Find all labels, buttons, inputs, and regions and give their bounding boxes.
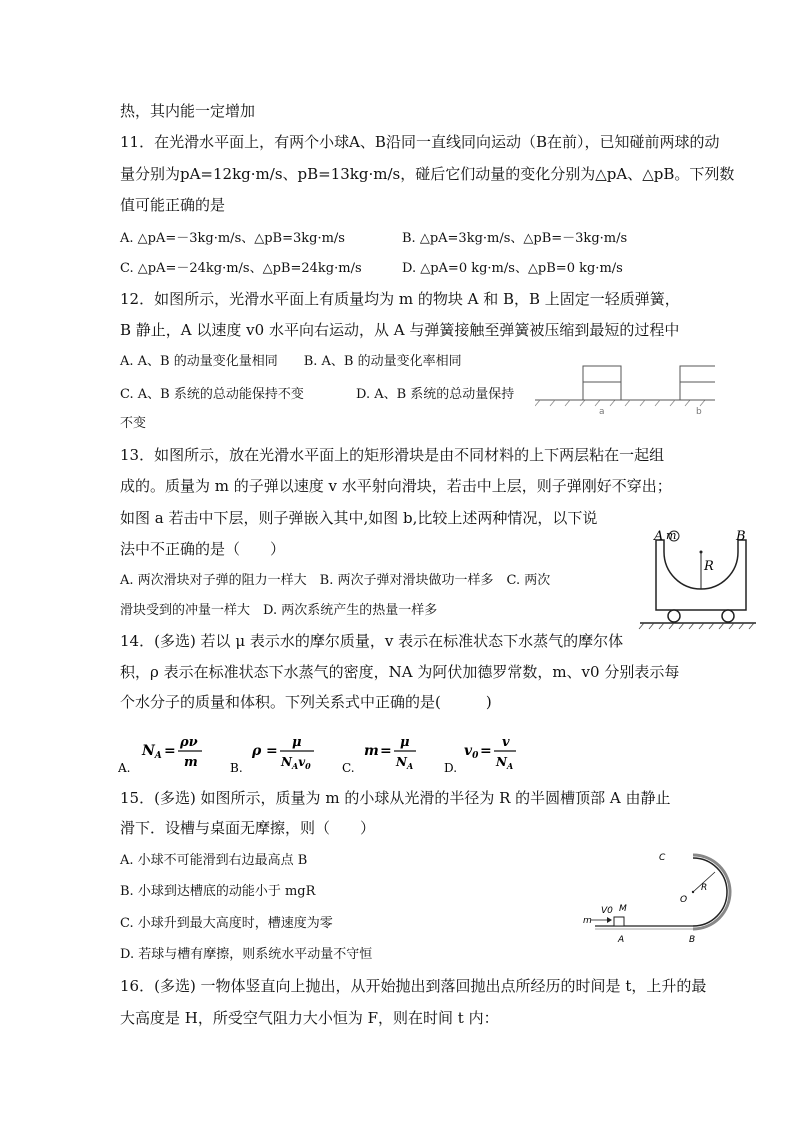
fig13-label-r: R: [704, 559, 714, 574]
fig15-label-O: O: [680, 895, 688, 905]
q11-stem-1: 11．在光滑水平面上，有两个小球A、B沿同一直线同向运动（B在前），已知碰前两球的动: [120, 133, 720, 151]
q15-stem-1: 15．(多选) 如图所示，质量为 m 的小球从光滑的半径为 R 的半圆槽顶部 A 由静止: [120, 789, 671, 807]
fig15-label-R: R: [701, 883, 708, 893]
formula-d-label: D.: [444, 761, 458, 775]
svg-text:m: m: [364, 743, 379, 759]
q15-figure: [575, 850, 735, 948]
q13-options-1: A. 两次滑块对子弹的阻力一样大 B. 两次子弹对滑块做功一样多 C. 两次: [120, 573, 551, 588]
q15-option-b: B. 小球到达槽底的动能小于 mgR: [120, 884, 316, 899]
text-line: 热，其内能一定增加: [120, 102, 256, 120]
q13-stem-3: 如图 a 若击中下层，则子弹嵌入其中,如图 b,比较上述两种情况，以下说: [120, 509, 598, 527]
q15-stem-2: 滑下．设槽与桌面无摩擦，则（ ）: [120, 819, 376, 837]
fig15-label-C: C: [659, 853, 666, 863]
svg-text:=: =: [266, 743, 278, 759]
svg-text:μ: μ: [292, 735, 302, 750]
q14-stem-2: 积，ρ 表示在标准状态下水蒸气的密度，NA 为阿伏加德罗常数，m、v0 分别表示每: [120, 663, 680, 681]
q11-option-b: B. △pA=3kg·m/s、△pB=－3kg·m/s: [402, 231, 628, 246]
q16-stem-1: 16．(多选) 一物体竖直向上抛出，从开始抛出到落回抛出点所经历的时间是 t，上升的最: [120, 977, 707, 995]
fig15-label-A: A: [618, 935, 625, 945]
formula-a-label: A.: [118, 761, 131, 775]
formula-b-label: B.: [230, 761, 243, 775]
fig13-label-b: B: [736, 529, 746, 544]
q13-stem-2: 成的。质量为 m 的子弹以速度 v 水平射向滑块，若击中上层，则子弹刚好不穿出；: [120, 477, 672, 495]
svg-text:v: v: [502, 735, 510, 750]
q11-option-d: D. △pA=0 kg·m/s、△pB=0 kg·m/s: [402, 261, 623, 276]
q12-stem-2: B 静止，A 以速度 v0 水平向右运动，从 A 与弹簧接触至弹簧被压缩到最短的过程中: [120, 321, 680, 339]
q13-options-2: 滑块受到的冲量一样大 D. 两次系统产生的热量一样多: [120, 603, 438, 618]
fig12-label-a: a: [599, 407, 605, 417]
q12-stem-1: 12．如图所示，光滑水平面上有质量均为 m 的物块 A 和 B，B 上固定一轻质弹簧，: [120, 290, 680, 308]
svg-text:=: =: [480, 743, 492, 759]
q12-option-ab: A. A、B 的动量变化量相同 B. A、B 的动量变化率相同: [120, 354, 462, 369]
q14-stem-3: 个水分子的质量和体积。下列关系式中正确的是( ): [120, 693, 492, 711]
svg-text:m: m: [184, 755, 198, 770]
q11-stem-3: 值可能正确的是: [120, 196, 226, 214]
q15-option-c: C. 小球升到最大高度时，槽速度为零: [120, 916, 333, 931]
svg-text:ρ: ρ: [252, 743, 262, 759]
svg-text:ρν: ρν: [180, 735, 198, 750]
q12-option-c: C. A、B 系统的总动能保持不变: [120, 387, 304, 402]
fig13-label-a: A: [654, 529, 664, 544]
svg-text:=: =: [380, 743, 392, 759]
svg-text:NA: $N_A$: [142, 743, 162, 761]
q13-stem-1: 13．如图所示，放在光滑水平面上的矩形滑块是由不同材料的上下两层粘在一起组: [120, 446, 665, 464]
q15-option-a: A. 小球不可能滑到右边最高点 B: [120, 853, 308, 868]
svg-text:NA: $N_A$: [496, 755, 514, 771]
svg-text:v0: $v_0$: [464, 743, 479, 761]
q12-option-d: D. A、B 系统的总动量保持: [356, 387, 515, 402]
q11-option-a: A. △pA=－3kg·m/s、△pB=3kg·m/s: [120, 231, 345, 246]
svg-text:μ: μ: [400, 735, 410, 750]
fig15-label-B: B: [689, 935, 696, 945]
q14-formula-row: [118, 730, 558, 778]
formula-c-label: C.: [342, 761, 355, 775]
fig15-label-m: m: [583, 916, 592, 926]
q13-stem-4: 法中不正确的是（ ）: [120, 540, 286, 558]
fig12-label-b: b: [696, 407, 702, 417]
q14-stem-1: 14．(多选) 若以 μ 表示水的摩尔质量，v 表示在标准状态下水蒸气的摩尔体: [120, 632, 624, 650]
svg-text:NA: $N_A$: [396, 755, 414, 771]
svg-text:=: =: [164, 743, 176, 759]
fig15-label-M: M: [619, 904, 627, 914]
q13-figure: [636, 528, 756, 633]
q15-option-d: D. 若球与槽有摩擦，则系统水平动量不守恒: [120, 947, 373, 962]
fig13-label-m: m: [666, 529, 677, 542]
q12-option-d-cont: 不变: [120, 416, 147, 431]
q16-stem-2: 大高度是 H，所受空气阻力大小恒为 F，则在时间 t 内：: [120, 1009, 499, 1027]
fig15-label-v0: V0: [601, 906, 613, 916]
q12-figure: [535, 360, 715, 420]
q11-option-c: C. △pA=－24kg·m/s、△pB=24kg·m/s: [120, 261, 362, 276]
svg-text:NAv0: $N_Av_0$: [281, 755, 311, 771]
q11-stem-2: 量分别为pA=12kg·m/s、pB=13kg·m/s，碰后它们动量的变化分别为△pA、△pB。下列数: [120, 165, 735, 183]
